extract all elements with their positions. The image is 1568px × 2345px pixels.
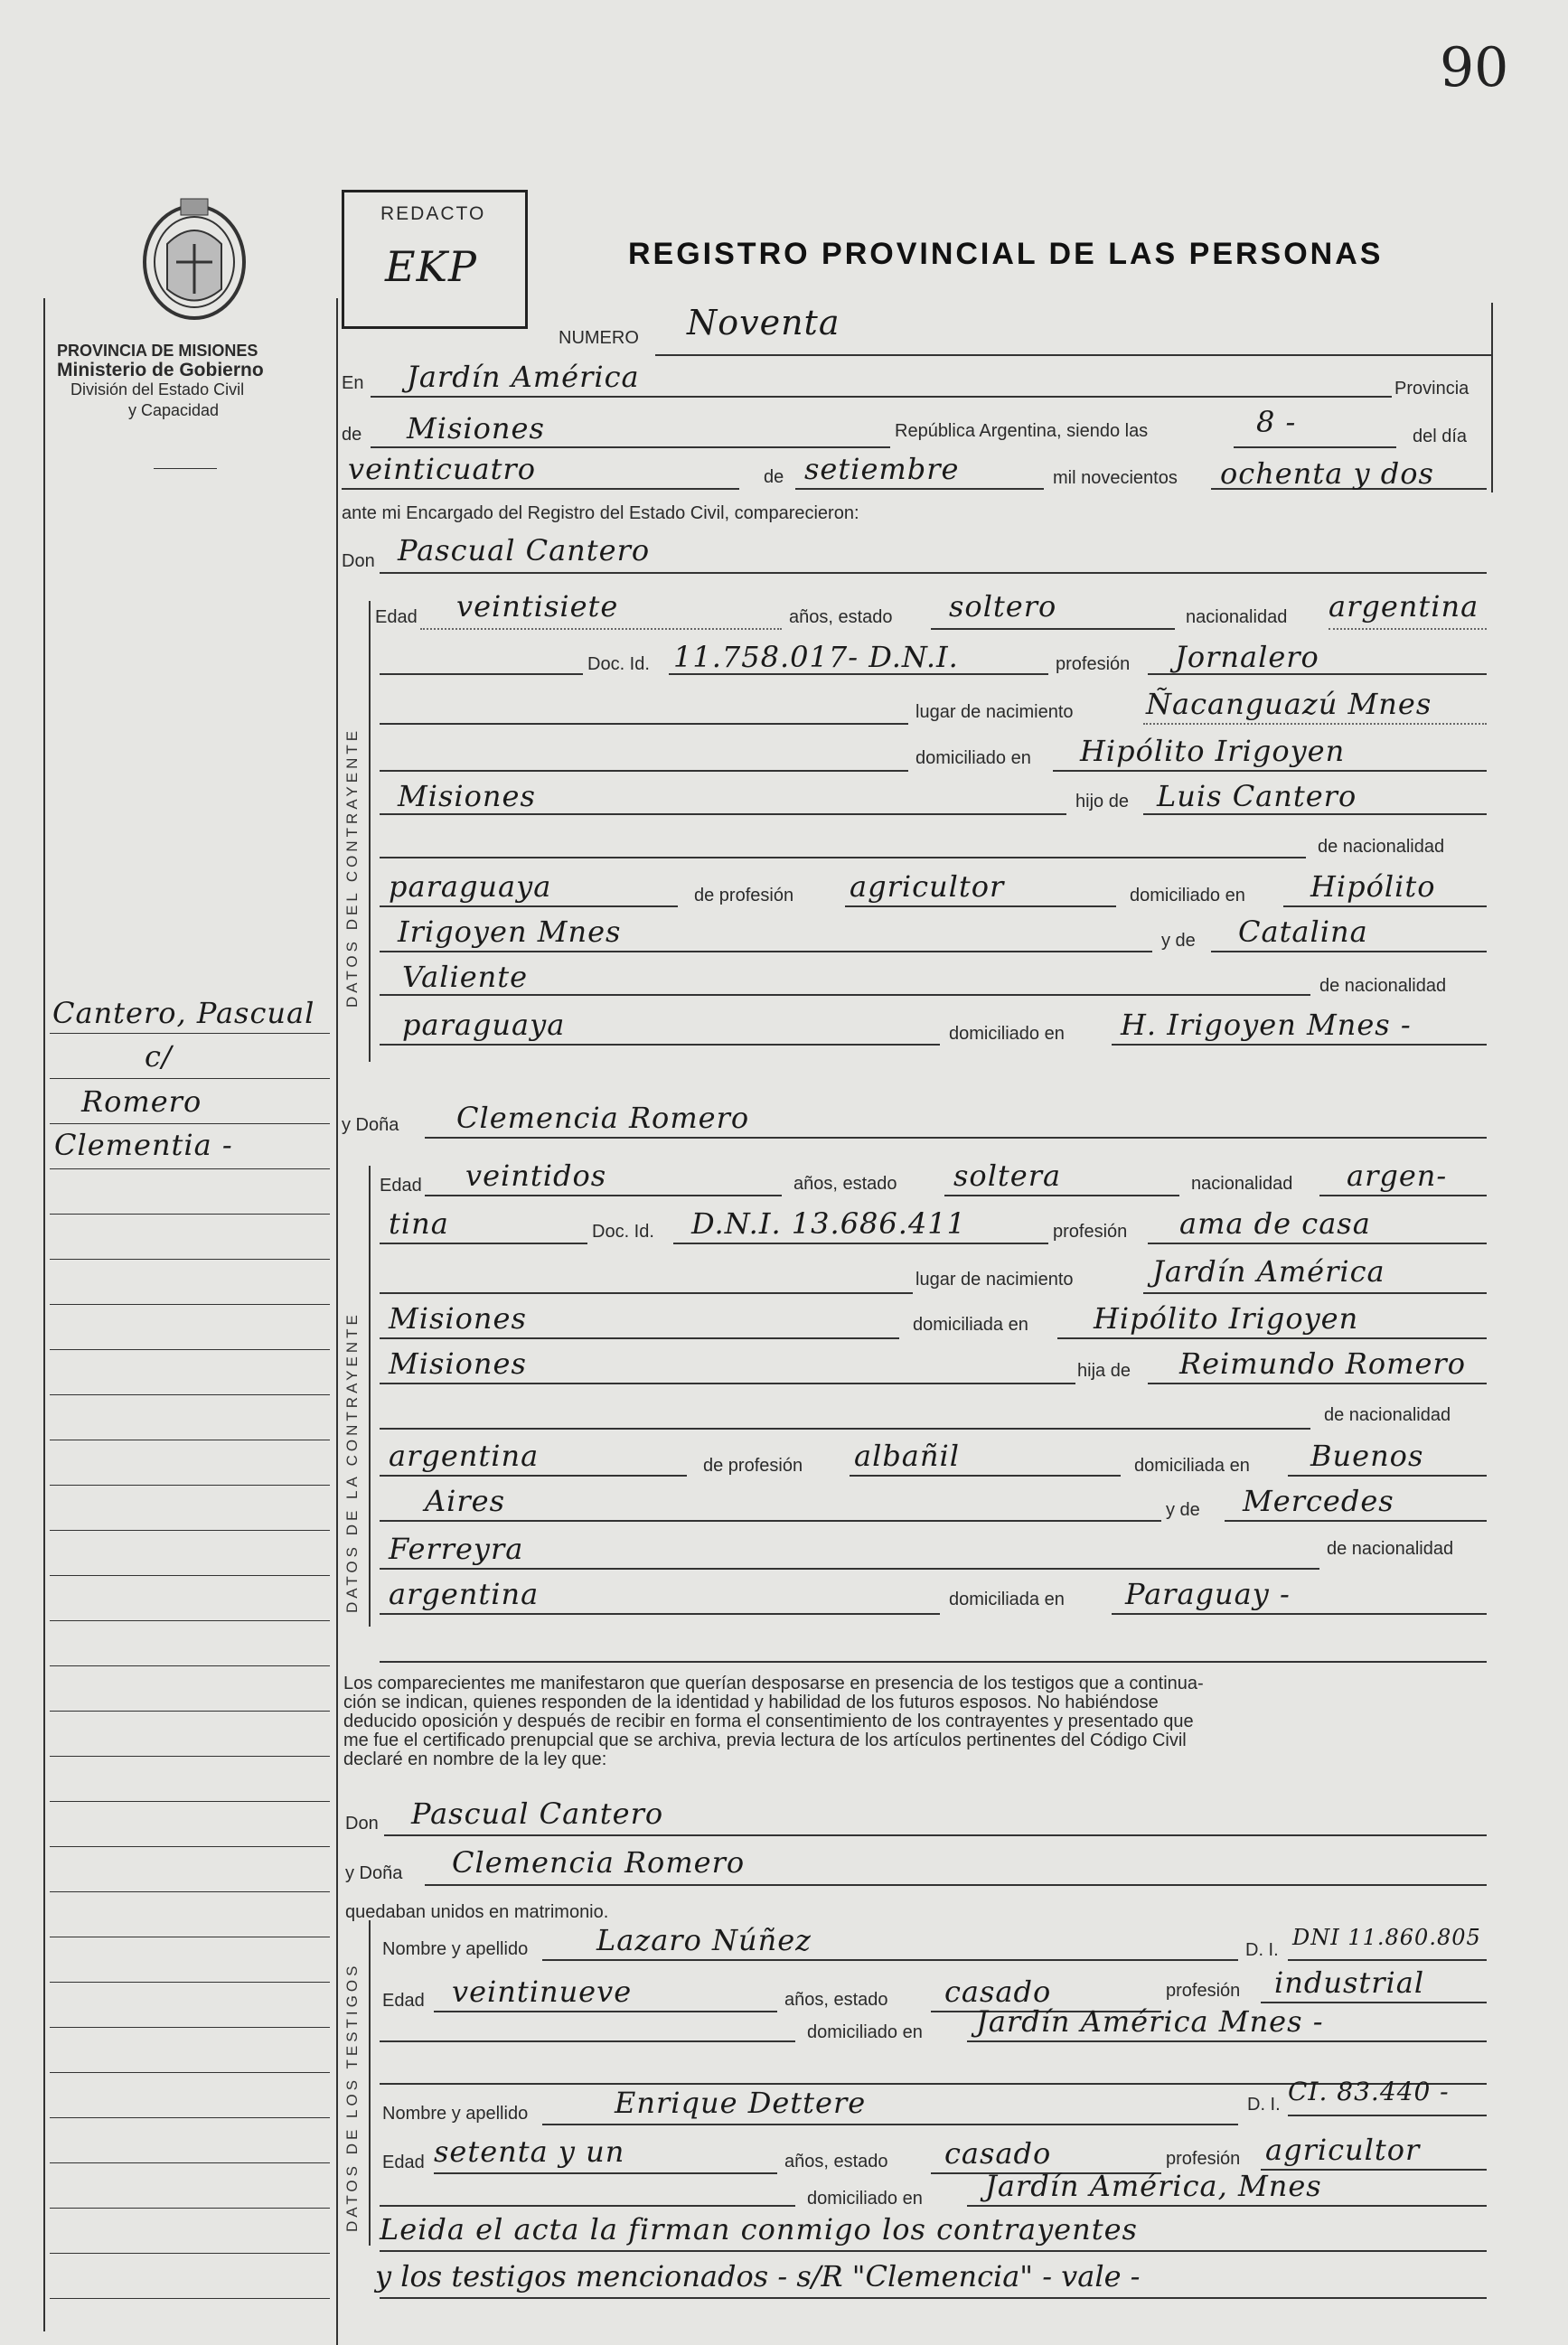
- groom-age: veintisiete: [456, 589, 619, 624]
- bride-name-underline: [425, 1137, 1487, 1139]
- bride-nationality2: tina: [389, 1206, 449, 1241]
- w1-age-underline: [434, 2011, 777, 2012]
- closing-line1-underline: [380, 2250, 1487, 2252]
- declaration-line3: deducido oposición y después de recibir en forma el consentimiento de los contrayentes y presentado que: [343, 1712, 1194, 1731]
- groom-father-nat: paraguaya: [389, 869, 552, 904]
- place-value: Jardín América: [407, 360, 640, 394]
- bride-mother-addr-underline: [1112, 1613, 1487, 1615]
- bride-y-dona-label: y Doña: [342, 1115, 399, 1135]
- w1-addr-prefix-underline: [380, 2040, 795, 2042]
- groom-mother-last: Valiente: [402, 960, 529, 994]
- mil-label: mil novecientos: [1053, 468, 1178, 488]
- groom-doc-prefix-underline: [380, 673, 583, 675]
- declaration-paragraph: [343, 1674, 1487, 1769]
- groom-edad-label: Edad: [375, 607, 418, 627]
- groom-hijo-label: hijo de: [1075, 792, 1129, 811]
- groom-mother-underline: [1211, 951, 1487, 952]
- w1-dom-label: domiciliado en: [807, 2022, 923, 2042]
- groom-doc: 11.758.017- D.N.I.: [673, 640, 959, 674]
- w2-addr: Jardín América, Mnes: [985, 2169, 1322, 2203]
- republica-label: República Argentina, siendo las: [895, 421, 1149, 441]
- groom-name: Pascual Cantero: [398, 533, 651, 567]
- bride-father-nat: argentina: [389, 1439, 540, 1473]
- bride-mother-nat: argentina: [389, 1577, 540, 1611]
- bride-profession-underline: [1148, 1243, 1487, 1244]
- bride-address2: Misiones: [389, 1346, 527, 1381]
- groom-doc-label: Doc. Id.: [587, 654, 650, 674]
- w2-d-label: D. I.: [1247, 2095, 1281, 2115]
- w1-nombre-label: Nombre y apellido: [382, 1939, 529, 1959]
- decl-groom-underline: [384, 1834, 1487, 1836]
- groom-mother-addr-underline: [1112, 1044, 1487, 1046]
- year-value: ochenta y dos: [1220, 456, 1434, 491]
- w1-anos-label: años, estado: [784, 1990, 888, 2010]
- groom-father-extra-underline: [380, 857, 1306, 858]
- declaration-line2: ción se indican, quienes responden de la identidad y habilidad de los futuros esposos. No habiéndose: [343, 1693, 1159, 1712]
- place-underline: [371, 396, 1392, 398]
- closing-note-line2: y los testigos mencionados - s/R "Clemencia" - vale -: [375, 2259, 1141, 2293]
- bride-father-prof-underline: [850, 1475, 1121, 1477]
- hour-underline: [1234, 446, 1396, 448]
- groom-birth-prefix-underline: [380, 723, 908, 725]
- form-left-border: [336, 298, 338, 2345]
- groom-y-de-label: y de: [1161, 931, 1196, 951]
- declaration-line1: Los comparecientes me manifestaron que querían desposarse en presencia de los testigos que a continua-: [343, 1674, 1204, 1693]
- witness-section-label: DATOS DE LOS TESTIGOS: [343, 1962, 361, 2232]
- groom-name-underline: [380, 572, 1487, 574]
- w2-age: setenta y un: [434, 2134, 625, 2169]
- redacto-stamp-box: [342, 190, 528, 329]
- bride-birthplace2: Misiones: [389, 1301, 527, 1336]
- decl-bride: Clemencia Romero: [452, 1845, 746, 1880]
- groom-address-prefix-underline: [380, 770, 908, 772]
- w2-nombre-label: Nombre y apellido: [382, 2104, 529, 2124]
- bride-address2-underline: [380, 1383, 1075, 1384]
- groom-mother-nat-underline: [380, 1044, 940, 1046]
- groom-section-border: [369, 601, 371, 1062]
- bride-address-underline: [1057, 1337, 1487, 1339]
- en-label: En: [342, 373, 364, 393]
- bride-mother-nat-underline: [380, 1613, 940, 1615]
- groom-father-nat-underline: [380, 905, 678, 907]
- decl-bride-underline: [425, 1884, 1487, 1886]
- groom-anos-label: años, estado: [789, 607, 893, 627]
- margin-note-area: [45, 985, 330, 2322]
- bride-dom-label: domiciliada en: [913, 1315, 1028, 1335]
- form-right-border: [1491, 303, 1493, 492]
- bride-anos-label: años, estado: [793, 1174, 897, 1194]
- groom-nac-label: nacionalidad: [1186, 607, 1288, 627]
- w2-edad-label: Edad: [382, 2153, 425, 2172]
- form-title: REGISTRO PROVINCIAL DE LAS PERSONAS: [628, 237, 1384, 271]
- w1-addr-underline: [967, 2040, 1487, 2042]
- groom-birthplace: Ñacanguazú Mnes: [1146, 687, 1432, 721]
- w1-edad-label: Edad: [382, 1991, 425, 2011]
- numero-value: Noventa: [687, 303, 840, 342]
- page-number: 90: [1440, 36, 1509, 99]
- bride-section-border: [369, 1166, 371, 1627]
- bride-hija-label: hija de: [1077, 1361, 1131, 1381]
- groom-mother-last-underline: [380, 994, 1310, 996]
- bride-father-underline: [1148, 1383, 1487, 1384]
- groom-de-nac-label: de nacionalidad: [1318, 837, 1445, 857]
- day-value: veinticuatro: [348, 452, 536, 486]
- groom-father-addr2: Irigoyen Mnes: [398, 915, 622, 949]
- ministry-label: Ministerio de Gobierno: [57, 360, 264, 380]
- closing-line2-underline: [380, 2297, 1487, 2299]
- de-label: de: [342, 425, 362, 445]
- province-label: PROVINCIA DE MISIONES: [57, 342, 258, 360]
- groom-mother-addr: H. Irigoyen Mnes -: [1121, 1008, 1412, 1042]
- w2-prof: agricultor: [1265, 2133, 1421, 2167]
- decl-don-label: Don: [345, 1814, 379, 1834]
- declaration-line4: me fue el certificado prenupcial que se archiva, previa lectura de los artículos pertinentes del Código Civil: [343, 1731, 1187, 1750]
- groom-father-prof-underline: [845, 905, 1116, 907]
- groom-father: Luis Cantero: [1157, 779, 1357, 813]
- bride-status: soltera: [953, 1158, 1062, 1193]
- w1-doc: DNI 11.860.805: [1292, 1925, 1481, 1950]
- decl-closing: quedaban unidos en matrimonio.: [345, 1902, 609, 1922]
- w1-prof: industrial: [1274, 1965, 1425, 2000]
- groom-dom3-label: domiciliado en: [949, 1024, 1065, 1044]
- division-label: División del Estado Civil: [70, 380, 245, 399]
- bride-father-addr2: Aires: [425, 1484, 505, 1518]
- numero-underline: [655, 354, 1491, 356]
- bride-profession: ama de casa: [1179, 1206, 1371, 1241]
- w1-status: casado: [944, 1974, 1052, 2009]
- groom-lugar-label: lugar de nacimiento: [915, 702, 1074, 722]
- provincial-seal-icon: [127, 190, 262, 325]
- bride-nationality1: argen-: [1347, 1158, 1448, 1193]
- bride-mother-last-underline: [380, 1568, 1319, 1570]
- w2-age-underline: [434, 2172, 777, 2174]
- redacto-initials: EKP: [385, 242, 477, 291]
- bride-status-underline: [944, 1195, 1179, 1196]
- groom-nationality: argentina: [1329, 589, 1479, 624]
- margin-note-line2: c/: [145, 1039, 173, 1074]
- w1-d-label: D. I.: [1245, 1940, 1279, 1960]
- bride-father-nat-underline: [380, 1475, 687, 1477]
- bride-age-underline: [425, 1195, 782, 1196]
- w1-name-underline: [542, 1959, 1238, 1961]
- decl-groom: Pascual Cantero: [411, 1796, 664, 1831]
- w2-addr-underline: [967, 2205, 1487, 2207]
- ante-text: ante mi Encargado del Registro del Estado Civil, comparecieron:: [342, 503, 859, 523]
- w1-name: Lazaro Núñez: [596, 1923, 812, 1957]
- groom-mother-first: Catalina: [1238, 915, 1368, 949]
- groom-address-underline: [1053, 770, 1487, 772]
- redacto-label: REDACTO: [380, 203, 486, 224]
- bride-nationality2-underline: [380, 1243, 587, 1244]
- groom-de-prof-label: de profesión: [694, 886, 794, 905]
- groom-father-underline: [1143, 813, 1487, 815]
- bride-de-prof-label: de profesión: [703, 1456, 803, 1476]
- bride-doc-label: Doc. Id.: [592, 1222, 654, 1242]
- decl-dona-label: y Doña: [345, 1863, 403, 1883]
- bride-father-extra-underline: [380, 1428, 1310, 1430]
- groom-address1: Hipólito Irigoyen: [1080, 734, 1346, 768]
- bride-lugar-label: lugar de nacimiento: [915, 1270, 1074, 1290]
- w2-status: casado: [944, 2136, 1052, 2171]
- groom-section-label: DATOS DEL CONTRAYENTE: [343, 727, 361, 1008]
- bride-father: Reimundo Romero: [1179, 1346, 1466, 1381]
- bride-prof-label: profesión: [1053, 1222, 1128, 1242]
- margin-note-line1: Cantero, Pascual: [52, 996, 315, 1030]
- bride-birthplace1: Jardín América: [1152, 1254, 1385, 1289]
- w2-doc-underline: [1288, 2115, 1487, 2116]
- bride-mother-last: Ferreyra: [389, 1532, 524, 1566]
- groom-de-nac2-label: de nacionalidad: [1319, 976, 1447, 996]
- bride-dom3-label: domiciliada en: [949, 1590, 1065, 1609]
- w2-addr-prefix-underline: [380, 2205, 795, 2207]
- bride-edad-label: Edad: [380, 1176, 422, 1196]
- day-underline: [342, 488, 739, 490]
- province-value: Misiones: [407, 411, 545, 446]
- bride-address1: Hipólito Irigoyen: [1094, 1301, 1359, 1336]
- w2-name: Enrique Dettere: [615, 2086, 867, 2120]
- closing-note-line1: Leida el acta la firman conmigo los contrayentes: [380, 2212, 1138, 2247]
- bride-de-nac-label: de nacionalidad: [1324, 1405, 1451, 1425]
- province-underline: [371, 446, 890, 448]
- groom-father-prof: agricultor: [850, 869, 1005, 904]
- groom-nationality-underline: [1329, 628, 1487, 630]
- bride-mother-first: Mercedes: [1243, 1484, 1394, 1518]
- bride-nac-label: nacionalidad: [1191, 1174, 1293, 1194]
- bride-doc: D.N.I. 13.686.411: [691, 1206, 967, 1241]
- provincia-label: Provincia: [1394, 379, 1469, 399]
- w1-prof-label: profesión: [1166, 1981, 1241, 2001]
- margin-note-line3: Romero: [81, 1084, 202, 1119]
- bride-doc-underline: [673, 1243, 1048, 1244]
- groom-profession: Jornalero: [1175, 640, 1319, 674]
- w2-prof-label: profesión: [1166, 2149, 1241, 2169]
- bride-nationality-underline: [1319, 1195, 1487, 1196]
- groom-dom-label: domiciliado en: [915, 748, 1031, 768]
- bride-dom2-label: domiciliada en: [1134, 1456, 1250, 1476]
- bride-birthplace2-underline: [380, 1337, 899, 1339]
- groom-prof-label: profesión: [1056, 654, 1131, 674]
- groom-father-addr-underline: [1283, 905, 1487, 907]
- w2-anos-label: años, estado: [784, 2152, 888, 2171]
- w2-dom-label: domiciliado en: [807, 2189, 923, 2209]
- bride-name: Clemencia Romero: [456, 1101, 750, 1135]
- declaration-line5: declaré en nombre de la ley que:: [343, 1749, 607, 1769]
- numero-label: NUMERO: [559, 328, 639, 348]
- bride-birth-prefix-underline: [380, 1292, 913, 1294]
- header-divider: [154, 468, 217, 469]
- del-dia-label: del día: [1413, 427, 1468, 446]
- w2-doc: CI. 83.440 -: [1288, 2077, 1450, 2106]
- w1-prof-underline: [1261, 2002, 1487, 2003]
- month-underline: [795, 488, 1044, 490]
- margin-note-line4: Clementia -: [54, 1128, 233, 1162]
- bride-age: veintidos: [465, 1158, 607, 1193]
- bride-father-addr2-underline: [380, 1520, 1161, 1522]
- bride-father-addr-underline: [1288, 1475, 1487, 1477]
- month-value: setiembre: [804, 452, 960, 486]
- bride-y-de-label: y de: [1166, 1500, 1200, 1520]
- groom-father-addr2-underline: [380, 951, 1152, 952]
- w1-age: veintinueve: [452, 1974, 633, 2009]
- bride-mother-underline: [1225, 1520, 1487, 1522]
- groom-dom2-label: domiciliado en: [1130, 886, 1245, 905]
- groom-address2-underline: [380, 813, 1066, 815]
- groom-mother-nat: paraguaya: [402, 1008, 566, 1042]
- bride-birthplace-underline: [1143, 1292, 1487, 1294]
- don-label: Don: [342, 551, 375, 571]
- w2-name-underline: [542, 2124, 1238, 2125]
- w1-doc-underline: [1288, 1959, 1487, 1961]
- hour-value: 8 -: [1256, 405, 1297, 439]
- bride-section-label: DATOS DE LA CONTRAYENTE: [343, 1311, 361, 1613]
- witness-section-border: [369, 1920, 371, 2246]
- groom-status: soltero: [949, 589, 1057, 624]
- bride-section-end-line: [380, 1661, 1487, 1663]
- groom-father-addr1: Hipólito: [1310, 869, 1436, 904]
- de-month-label: de: [764, 467, 784, 487]
- groom-status-underline: [931, 628, 1175, 630]
- groom-address2: Misiones: [398, 779, 536, 813]
- bride-father-addr1: Buenos: [1310, 1439, 1424, 1473]
- bride-mother-addr: Paraguay -: [1125, 1577, 1291, 1611]
- bride-father-prof: albañil: [854, 1439, 960, 1473]
- bride-de-nac2-label: de nacionalidad: [1327, 1539, 1454, 1559]
- groom-age-underline: [420, 628, 782, 630]
- groom-birthplace-underline: [1143, 723, 1487, 725]
- capacity-label: y Capacidad: [128, 401, 220, 419]
- w1-addr: Jardín América Mnes -: [976, 2004, 1324, 2039]
